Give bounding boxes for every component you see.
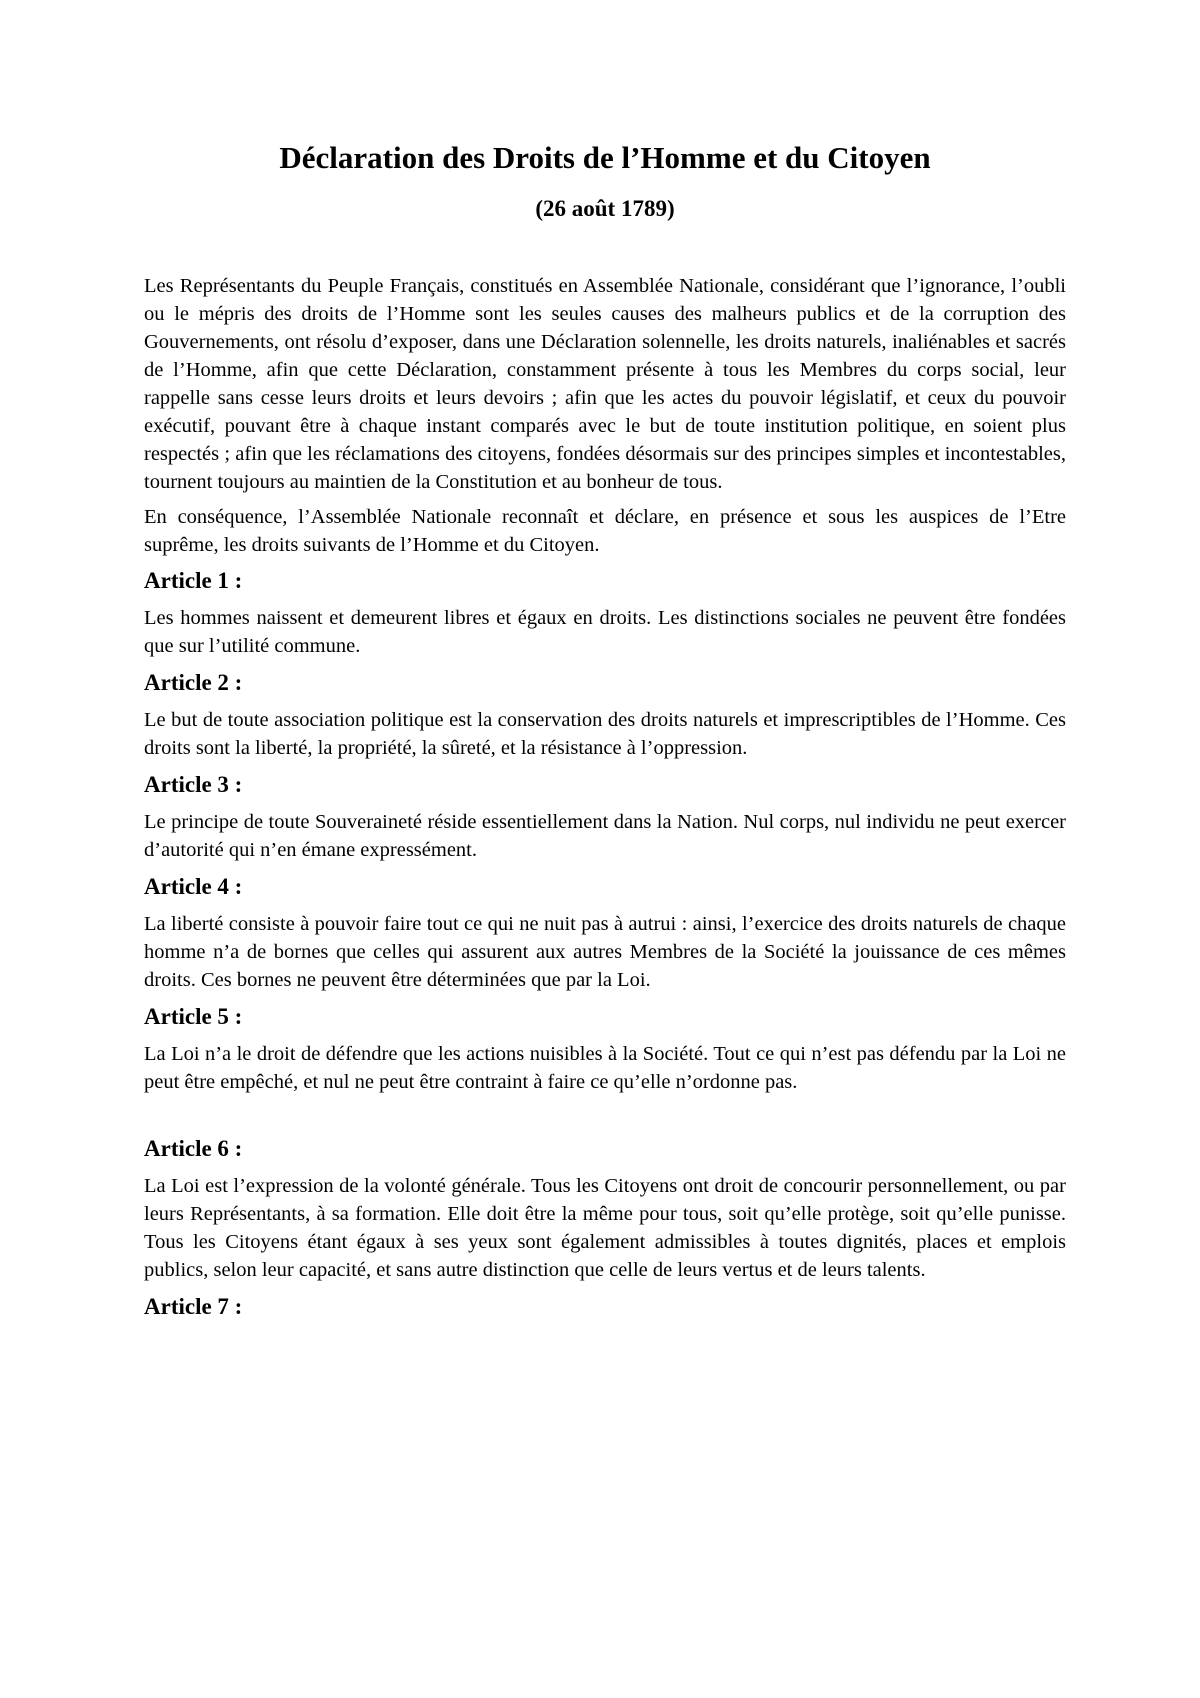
article-heading: Article 4 : [144, 874, 243, 899]
article-heading: Article 3 : [144, 772, 243, 797]
article-text: La liberté consiste à pouvoir faire tout ce qui ne nuit pas à autrui : ainsi, l’exercice des droits naturels de chaque homme n’a de bornes que celles qui assurent aux autres Membres de la Société la jouissance de ces mêmes droits. Ces bornes ne peuvent être déterminées que par la Loi. [144, 913, 1066, 991]
article-5 [144, 1002, 1066, 1096]
article-4 [144, 872, 1066, 994]
article-1 [144, 566, 1066, 660]
preamble [144, 272, 1066, 559]
article-2 [144, 668, 1066, 762]
preamble-paragraph: En conséquence, l’Assemblée Nationale reconnaît et déclare, en présence et sous les auspices de l’Etre suprême, les droits suivants de l’Homme et du Citoyen. [144, 506, 1066, 556]
article-heading: Article 7 : [144, 1294, 243, 1319]
article-text: La Loi est l’expression de la volonté générale. Tous les Citoyens ont droit de concourir personnellement, ou par leurs Représentants, à sa formation. Elle doit être la même pour tous, soit qu’elle protège, soit qu’elle punisse. Tous les Citoyens étant égaux à ses yeux sont également admissibles à toutes dignités, places et emplois publics, selon leur capacité, et sans autre distinction que celle de leurs vertus et de leurs talents. [144, 1175, 1066, 1281]
article-text: La Loi n’a le droit de défendre que les actions nuisibles à la Société. Tout ce qui n’est pas défendu par la Loi ne peut être empêché, et nul ne peut être contraint à faire ce qu’elle n’ordonne pas. [144, 1043, 1066, 1093]
document-date: (26 août 1789) [535, 196, 675, 221]
document-title: Déclaration des Droits de l’Homme et du Citoyen [279, 140, 931, 175]
article-heading: Article 5 : [144, 1004, 243, 1029]
article-heading: Article 6 : [144, 1136, 243, 1161]
preamble-paragraph: Les Représentants du Peuple Français, constitués en Assemblée Nationale, considérant que l’ignorance, l’oubli ou le mépris des droits de l’Homme sont les seules causes des malheurs publics et de la corruption des Gouvernements, ont résolu d’exposer, dans une Déclaration solennelle, les droits naturels, inaliénables et sacrés de l’Homme, afin que cette Déclaration, constamment présente à tous les Membres du corps social, leur rappelle sans cesse leurs droits et leurs devoirs ; afin que les actes du pouvoir législatif, et ceux du pouvoir exécutif, pouvant être à chaque instant comparés avec le but de toute institution politique, en soient plus respectés ; afin que les réclamations des citoyens, fondées désormais sur des principes simples et incontestables, tournent toujours au maintien de la Constitution et au bonheur de tous. [144, 275, 1066, 493]
article-heading: Article 2 : [144, 670, 243, 695]
article-text: Le principe de toute Souveraineté réside essentiellement dans la Nation. Nul corps, nul individu ne peut exercer d’autorité qui n’en émane expressément. [144, 811, 1066, 861]
article-text: Les hommes naissent et demeurent libres et égaux en droits. Les distinctions sociales ne peuvent être fondées que sur l’utilité commune. [144, 607, 1066, 657]
article-text: Le but de toute association politique est la conservation des droits naturels et imprescriptibles de l’Homme. Ces droits sont la liberté, la propriété, la sûreté, et la résistance à l’oppression. [144, 709, 1066, 759]
document-page [144, 138, 1066, 1330]
article-7 [144, 1292, 1066, 1322]
article-heading: Article 1 : [144, 568, 243, 593]
article-3 [144, 770, 1066, 864]
article-6 [144, 1134, 1066, 1284]
